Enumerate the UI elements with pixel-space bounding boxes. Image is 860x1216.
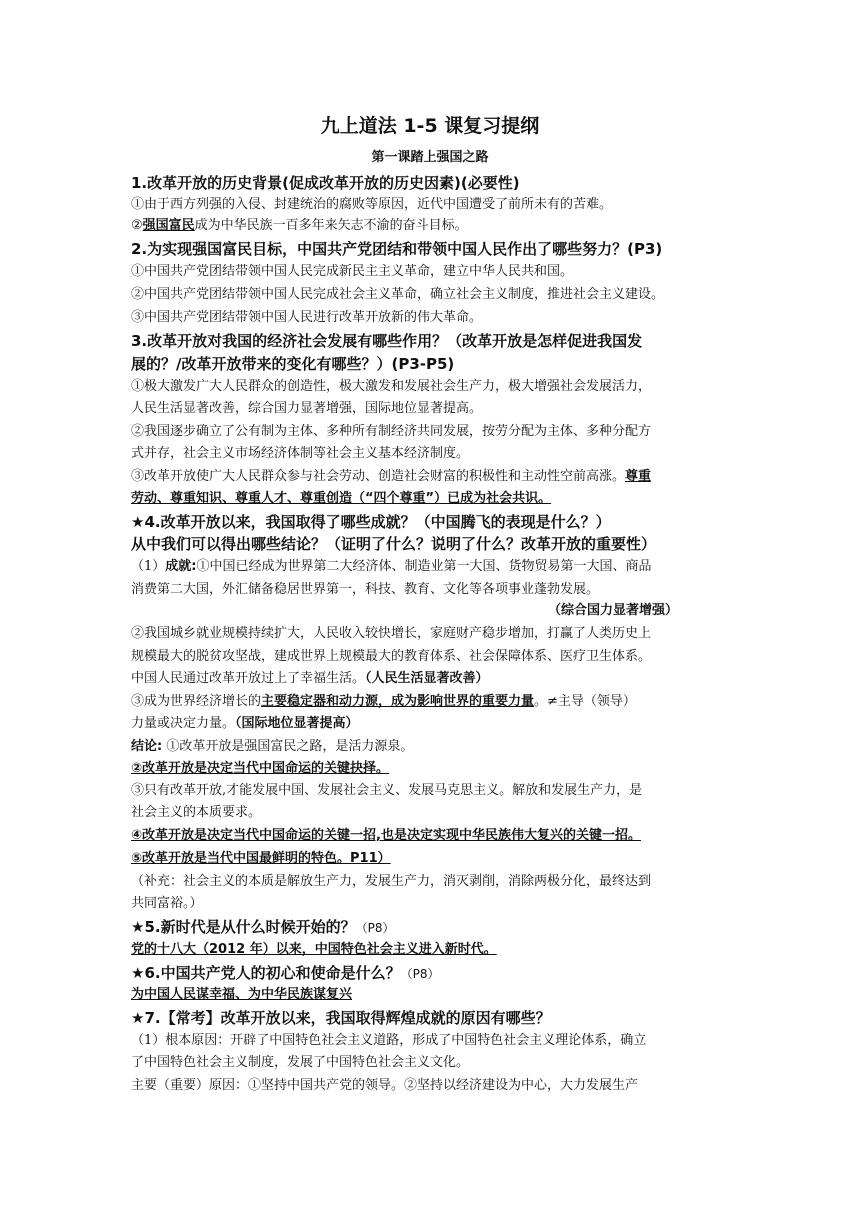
conclusion-2: ②改革开放是决定当代中国命运的关键抉择。 [131,761,390,776]
question-7-heading: ★7.【常考】改革开放以来，我国取得辉煌成就的原因有哪些？ [131,1009,551,1027]
text: 中国人民通过改革开放过上了幸福生活。 [131,671,366,686]
emphasis: 劳动、尊重知识、尊重人才、尊重创造（“四个尊重”）已成为社会共识。 [131,491,552,506]
text: ★5.新时代是从什么时候开始的？ [131,918,356,936]
lesson-title: 第一课踏上强国之路 [371,150,489,165]
page-ref: （P8） [400,967,440,981]
achievement-2-line3 [131,669,489,689]
question-3-heading-line2: 展的？/改革开放带来的变化有哪些？）(P3-P5) [131,355,455,373]
achievement-1-line2: 消费第二大国，外汇储备稳居世界第一，科技、教育、文化等各项事业蓬勃发展。 [131,582,600,597]
text: ③改革开放使广大人民群众参与社会劳动、创造社会财富的积极性和主动性空前高涨。 [131,469,626,484]
conclusion-4: ④改革开放是决定当代中国命运的关键一招,也是决定实现中华民族伟大复兴的关键一招。 [131,828,641,843]
emphasis: 主要稳定器和动力源，成为影响世界的重要力量 [261,694,535,709]
text: 成为中华民族一百多年来矢志不渝的奋斗目标。 [194,218,468,233]
question-6-heading [131,962,439,985]
answer-3-3-line2 [131,489,551,509]
emphasis: 强国富民 [142,218,195,233]
text: ①中国已经成为世界第二大经济体、制造业第一大国、货物贸易第一大国、商品 [196,559,652,574]
text: （1） [131,559,166,574]
answer-6: 为中国人民谋幸福、为中华民族谋复兴 [131,987,353,1002]
achievement-2-line1: ②我国城乡就业规模持续扩大，人民收入较快增长，家庭财产稳步增加，打赢了人类历史上 [131,626,652,641]
emphasis: （国际地位显著提高） [235,716,359,731]
text: ★6.中国共产党人的初心和使命是什么？ [131,964,401,982]
conclusion-3-line1: ③只有改革开放,才能发展中国、发展社会主义、发展马克思主义。解放和发展生产力，是 [131,783,643,798]
answer-2-3: ③中国共产党团结带领中国人民进行改革开放新的伟大革命。 [131,310,483,325]
supplement-line2: 共同富裕。） [131,896,203,911]
question-3-heading-line1: 3.改革开放对我国的经济社会发展有哪些作用？（改革开放是怎样促进我国发 [131,332,643,350]
answer-7-1-line2: 了中国特色社会主义制度，发展了中国特色社会主义文化。 [131,1055,470,1070]
achievement-1-line1 [131,557,652,577]
achievement-3-line2 [131,714,359,734]
text: 。≠主导（领导） [534,694,636,709]
conclusion-5: ⑤改革开放是当代中国最鲜明的特色。P11） [131,851,391,866]
page-title: 九上道法 1-5 课复习提纲 [320,115,540,137]
text: 力量或决定力量。 [131,716,236,731]
question-4-heading-line1: ★4.改革开放以来，我国取得了哪些成就？（中国腾飞的表现是什么？） [131,513,611,531]
question-1-heading: 1.改革开放的历史背景(促成改革开放的历史因素)(必要性) [131,174,520,192]
answer-1-2 [131,216,468,236]
text: ③成为世界经济增长的 [131,694,262,709]
answer-3-3-line1 [131,467,651,487]
text: ①改革开放是强国富民之路，是活力源泉。 [166,739,414,754]
answer-5: 党的十八大（2012 年）以来，中国特色社会主义进入新时代。 [131,942,497,957]
achievement-3-line1 [131,692,636,712]
conclusion-label: 结论: [131,739,163,754]
emphasis: 成就: [165,559,197,574]
question-5-heading [131,916,394,939]
answer-3-2-line2: 式并存，社会主义市场经济体制等社会主义基本经济制度。 [131,446,470,461]
question-4-heading-line2: 从中我们可以得出哪些结论？（证明了什么？说明了什么？改革开放的重要性） [131,535,657,553]
conclusion-3-line2: 社会主义的本质要求。 [131,805,262,820]
question-2-heading: 2.为实现强国富民目标，中国共产党团结和带领中国人民作出了哪些努力？(P3) [131,240,663,258]
conclusion-1 [131,737,413,757]
answer-1-1: ①由于西方列强的入侵、封建统治的腐败等原因，近代中国遭受了前所未有的苦难。 [131,197,613,212]
achievement-2-line2: 规模最大的脱贫攻坚战，建成世界上规模最大的教育体系、社会保障体系、医疗卫生体系。 [131,649,652,664]
answer-3-1-line1: ①极大激发广大人民群众的创造性，极大激发和发展社会生产力，极大增强社会发展活力， [131,379,652,394]
emphasis: 尊重 [625,469,652,484]
answer-3-2-line1: ②我国逐步确立了公有制为主体、多种所有制经济共同发展，按劳分配为主体、多种分配方 [131,424,652,439]
achievement-1-tag: （综合国力显著增强） [548,603,679,618]
page-ref: （P8） [355,921,395,935]
answer-7-2-line1: 主要（重要）原因：①坚持中国共产党的领导。②坚持以经济建设为中心，大力发展生产 [131,1078,639,1093]
answer-3-1-line2: 人民生活显著改善，综合国力显著增强，国际地位显著提高。 [131,401,483,416]
answer-2-2: ②中国共产党团结带领中国人民完成社会主义革命，确立社会主义制度，推进社会主义建设。 [131,287,665,302]
answer-7-1-line1: （1）根本原因：开辟了中国特色社会主义道路，形成了中国特色社会主义理论体系，确立 [131,1033,647,1048]
text: ② [131,218,143,233]
emphasis: （人民生活显著改善） [365,671,489,686]
supplement-line1: （补充：社会主义的本质是解放生产力，发展生产力，消灭剥削，消除两极分化，最终达到 [131,874,652,889]
answer-2-1: ①中国共产党团结带领中国人民完成新民主主义革命，建立中华人民共和国。 [131,264,574,279]
